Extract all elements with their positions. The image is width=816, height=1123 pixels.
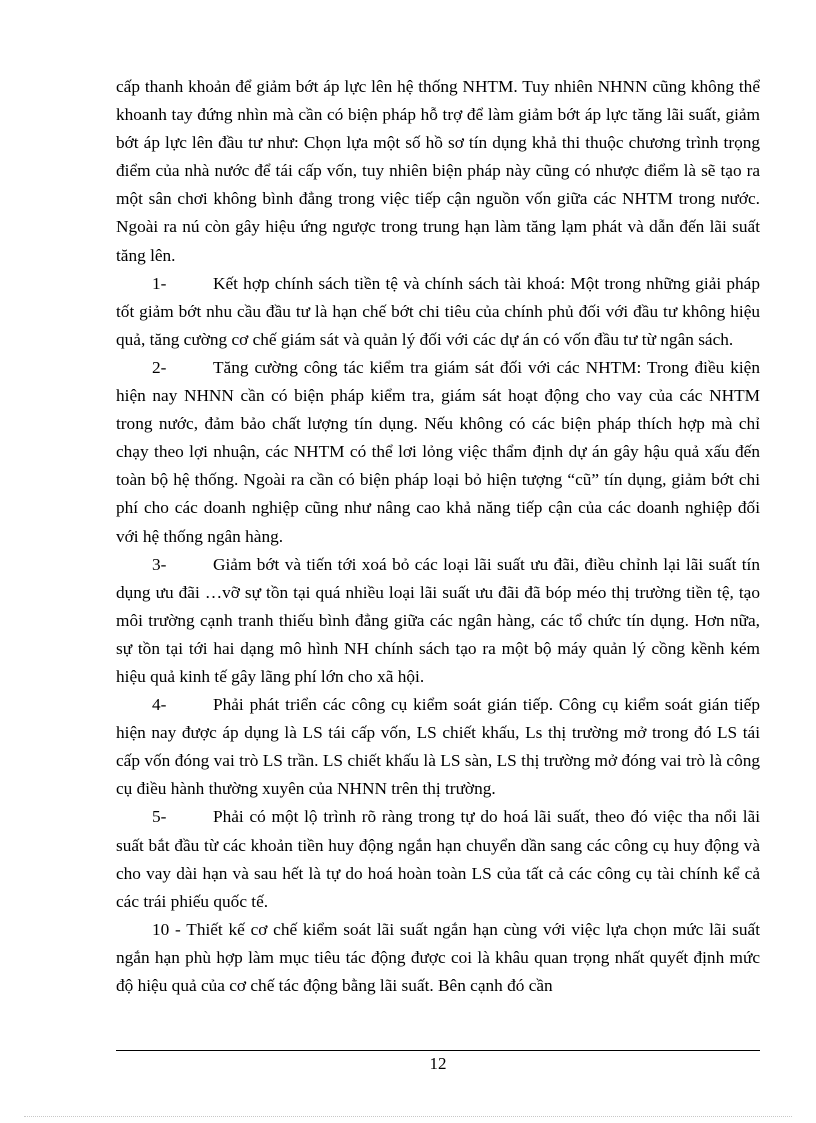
list-item-text: Kết hợp chính sách tiền tệ và chính sách tài khoá: Một trong những giải pháp tốt giảm bớt nhu cầu đầu tư là hạn chế bớt chi tiêu của chính phủ đối với đầu tư không hiệu quả, tăng cường cơ chế giám sát và quản lý đối với các dự án có vốn đầu tư từ ngân sách. [116,273,760,349]
list-number: 5- [152,807,167,827]
list-number: 3- [152,554,167,574]
list-item-4 [116,691,760,803]
list-item-3 [116,551,760,691]
list-item-5 [116,803,760,915]
footer-rule [116,1050,760,1051]
page-edge-divider [24,1116,792,1117]
list-item-text: Phải phát triển các công cụ kiểm soát gián tiếp. Công cụ kiểm soát gián tiếp hiện nay được áp dụng là LS tái cấp vốn, LS chiết khấu, Ls thị trường mở trong đó LS tái cấp vốn đóng vai trò LS trần. LS chiết khấu là LS sàn, LS thị trường mở đóng vai trò là công cụ điều hành thường xuyên của NHNN trên thị trường. [116,695,760,799]
list-item-text: Tăng cường công tác kiểm tra giám sát đối với các NHTM: Trong điều kiện hiện nay NHNN cần có biện pháp kiểm tra, giám sát hoạt động cho vay của các NHTM trong nước, đảm bảo chất lượng tín dụng. Nếu không có các biện pháp thích hợp mà chỉ chạy theo lợi nhuận, các NHTM có thể lơi lỏng việc thẩm định dự án gây hậu quả xấu đến toàn bộ hệ thống. Ngoài ra cần có biện pháp loại bỏ hiện tượng “cũ” tín dụng, giảm bớt chi phí cho các doanh nghiệp cũng như nâng cao khả năng tiếp cận của các doanh nghiệp đối với hệ thống ngân hàng. [116,357,760,546]
list-item-2 [116,354,760,551]
list-item-1 [116,270,760,354]
list-number: 2- [152,357,167,377]
paragraph-item-10: 10 - Thiết kế cơ chế kiểm soát lãi suất ngắn hạn cùng với việc lựa chọn mức lãi suất ngắn hạn phù hợp làm mục tiêu tác động được coi là khâu quan trọng nhất quyết định mức độ hiệu quả của cơ chế tác động bằng lãi suất. Bên cạnh đó cần [116,919,760,995]
page-number: 12 [429,1054,447,1073]
list-item-text: Phải có một lộ trình rõ ràng trong tự do hoá lãi suất, theo đó việc tha nổi lãi suất bắt đầu từ các khoản tiền huy động ngắn hạn chuyển dần sang các công cụ huy động và cho vay dài hạn và sau hết là tự do hoá hoàn toàn LS của tất cả các công cụ tài chính kể cả các trái phiếu quốc tế. [116,807,760,911]
document-body [116,73,760,1000]
list-number: 1- [152,273,167,293]
list-item-text: Giảm bớt và tiến tới xoá bỏ các loại lãi suất ưu đãi, điều chỉnh lại lãi suất tín dụng ưu đãi …vỡ sự tồn tại quá nhiều loại lãi suất ưu đãi đã bóp méo thị trường tiền tệ, tạo môi trường cạnh tranh thiếu bình đẳng giữa các ngân hàng, các tổ chức tín dụng. Hơn nữa, sự tồn tại tới hai dạng mô hình NH chính sách tạo ra một bộ máy quản lý cồng kềnh kém hiệu quả kinh tế gây lãng phí lớn cho xã hội. [116,554,760,686]
paragraph-continuation: cấp thanh khoản để giảm bớt áp lực lên hệ thống NHTM. Tuy nhiên NHNN cũng không thể khoanh tay đứng nhìn mà cần có biện pháp hỗ trợ để làm giảm bớt áp lực tăng lãi suất, giảm bớt áp lực lên đầu tư như: Chọn lựa một số hồ sơ tín dụng khả thi thuộc chương trình trọng điểm của nhà nước để tái cấp vốn, tuy nhiên biện pháp này cũng có nhược điểm là sẽ tạo ra một sân chơi không bình đẳng trong việc tiếp cận nguồn vốn giữa các NHTM trong nước. Ngoài ra nú còn gây hiệu ứng ngược trong trung hạn làm tăng lạm phát và dẫn đến lãi suất tăng lên. [116,77,760,265]
list-number: 4- [152,695,167,715]
